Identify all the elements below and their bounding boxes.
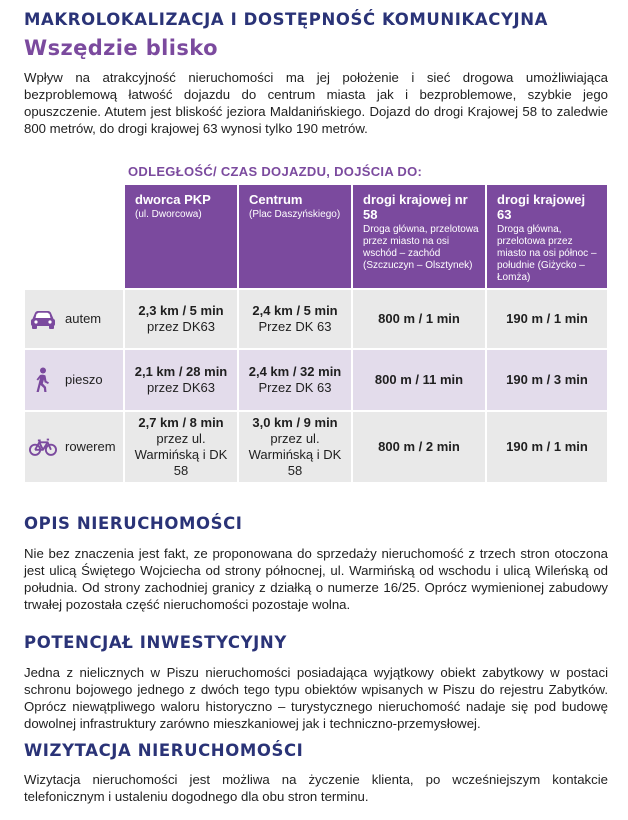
column-title: drogi krajowej nr 58	[363, 192, 468, 222]
table-header-row	[25, 185, 607, 288]
table-cell	[239, 412, 351, 482]
column-subtitle: Droga główna, przelotowa przez miasto na osi północ – południe (Giżycko – Łomża)	[497, 224, 597, 283]
cell-main: 3,0 km / 9 min	[252, 415, 338, 430]
table-cell	[353, 290, 485, 348]
row-label: pieszo	[65, 372, 103, 387]
table-cell	[239, 350, 351, 410]
cell-main: 2,4 km / 5 min	[252, 303, 338, 318]
column-title: Centrum	[249, 192, 303, 207]
table-caption: ODLEGŁOŚĆ/ CZAS DOJAZDU, DOJŚCIA DO:	[128, 164, 423, 179]
cell-main: 2,1 km / 28 min	[134, 364, 228, 379]
cell-sub: przez DK63	[147, 319, 215, 334]
cell-sub: Przez DK 63	[258, 319, 332, 334]
section-text-opis: Nie bez znaczenia jest fakt, ze proponowana do sprzedaży nieruchomość z trzech stron otoczona jest ulicą Świętego Wojciecha od strony północnej, ul. Warmińską od wschodu i ulicą Wileńską od południa. Od strony zachodniej granicy z działką o numerze 16/25. Oprócz wymienionej zabudowy trwałej pozostała część nieruchomości pozostaje wolna.	[24, 546, 608, 612]
cell-sub: przez ul. Warmińską i DK 58	[248, 431, 342, 478]
row-label-cell	[25, 350, 123, 410]
section-text-potencjal: Jedna z nielicznych w Piszu nieruchomości posiadająca wyjątkowy obiekt zabytkowy w postaci schronu bojowego jednego z dwóch tego typu obiektów wpisanych w Piszu do rejestru Zabytków. Oprócz niewątpliwego waloru historyczno – turystycznego nieruchomość nadaje się pod budowę dowolnej infrastruktury zarówno mieszkaniowej jak i techniczno-przemysłowej.	[24, 665, 608, 731]
table-row-walk	[25, 350, 607, 410]
distance-table	[23, 183, 609, 484]
column-header-dk58	[353, 185, 485, 288]
row-label-cell	[25, 290, 123, 348]
cell-sub: przez DK63	[147, 380, 215, 395]
table-cell	[487, 412, 607, 482]
column-header-dk63	[487, 185, 607, 288]
cell-sub: przez ul. Warmińską i DK 58	[134, 431, 228, 478]
row-label-cell	[25, 412, 123, 482]
table-row-bike	[25, 412, 607, 482]
table-row-car	[25, 290, 607, 348]
column-title: drogi krajowej 63	[497, 192, 586, 222]
row-label: rowerem	[65, 439, 116, 454]
cell-main: 2,7 km / 8 min	[138, 415, 224, 430]
bicycle-icon	[29, 436, 57, 458]
cell-main: 800 m / 2 min	[378, 439, 460, 454]
table-cell	[125, 350, 237, 410]
car-icon	[29, 308, 57, 330]
table-corner	[25, 185, 123, 288]
cell-main: 800 m / 11 min	[374, 372, 464, 387]
table-cell	[487, 290, 607, 348]
table-cell	[125, 412, 237, 482]
intro-paragraph: Wpływ na atrakcyjność nieruchomości ma jej położenie i sieć drogowa umożliwiająca bezproblemową łatwość dojazdu do centrum miasta jak i bezproblemowe, szybkie jego opuszczenie. Atutem jest bliskość jeziora Maldanińskiego. Dojazd do drogi Krajowej 58 to zaledwie 800 metrów, do drogi krajowej 63 wynosi tylko 190 metrów.	[24, 70, 608, 136]
section-heading-wizytacja: WIZYTACJA NIERUCHOMOŚCI	[24, 741, 304, 760]
cell-main: 190 m / 3 min	[506, 372, 588, 387]
table-cell	[487, 350, 607, 410]
section-text-wizytacja: Wizytacja nieruchomości jest możliwa na życzenie klienta, po wcześniejszym kontakcie telefonicznym i ustaleniu dogodnego dla obu stron terminu.	[24, 772, 608, 804]
page-title: MAKROLOKALIZACJA I DOSTĘPNOŚĆ KOMUNIKACYJNA	[24, 10, 549, 29]
cell-main: 190 m / 1 min	[506, 311, 588, 326]
table-cell	[353, 350, 485, 410]
cell-main: 2,3 km / 5 min	[138, 303, 224, 318]
pedestrian-icon	[29, 367, 57, 393]
page-subtitle: Wszędzie blisko	[24, 36, 218, 60]
cell-main: 800 m / 1 min	[378, 311, 460, 326]
row-label: autem	[65, 311, 102, 326]
column-header-pkp	[125, 185, 237, 288]
column-subtitle: Droga główna, przelotowa przez miasto na osi wschód – zachód (Szczuczyn – Olsztynek)	[363, 224, 479, 271]
cell-main: 2,4 km / 32 min	[248, 364, 342, 379]
column-header-centrum	[239, 185, 351, 288]
cell-sub: Przez DK 63	[258, 380, 332, 395]
column-subtitle: (ul. Dworcowa)	[135, 209, 202, 220]
table-cell	[125, 290, 237, 348]
column-subtitle: (Plac Daszyńskiego)	[249, 209, 341, 220]
cell-main: 190 m / 1 min	[506, 439, 588, 454]
column-title: dworca PKP	[135, 192, 211, 207]
table-cell	[239, 290, 351, 348]
table-cell	[353, 412, 485, 482]
section-heading-potencjal: POTENCJAŁ INWESTYCYJNY	[24, 633, 287, 652]
section-heading-opis: OPIS NIERUCHOMOŚCI	[24, 514, 243, 533]
